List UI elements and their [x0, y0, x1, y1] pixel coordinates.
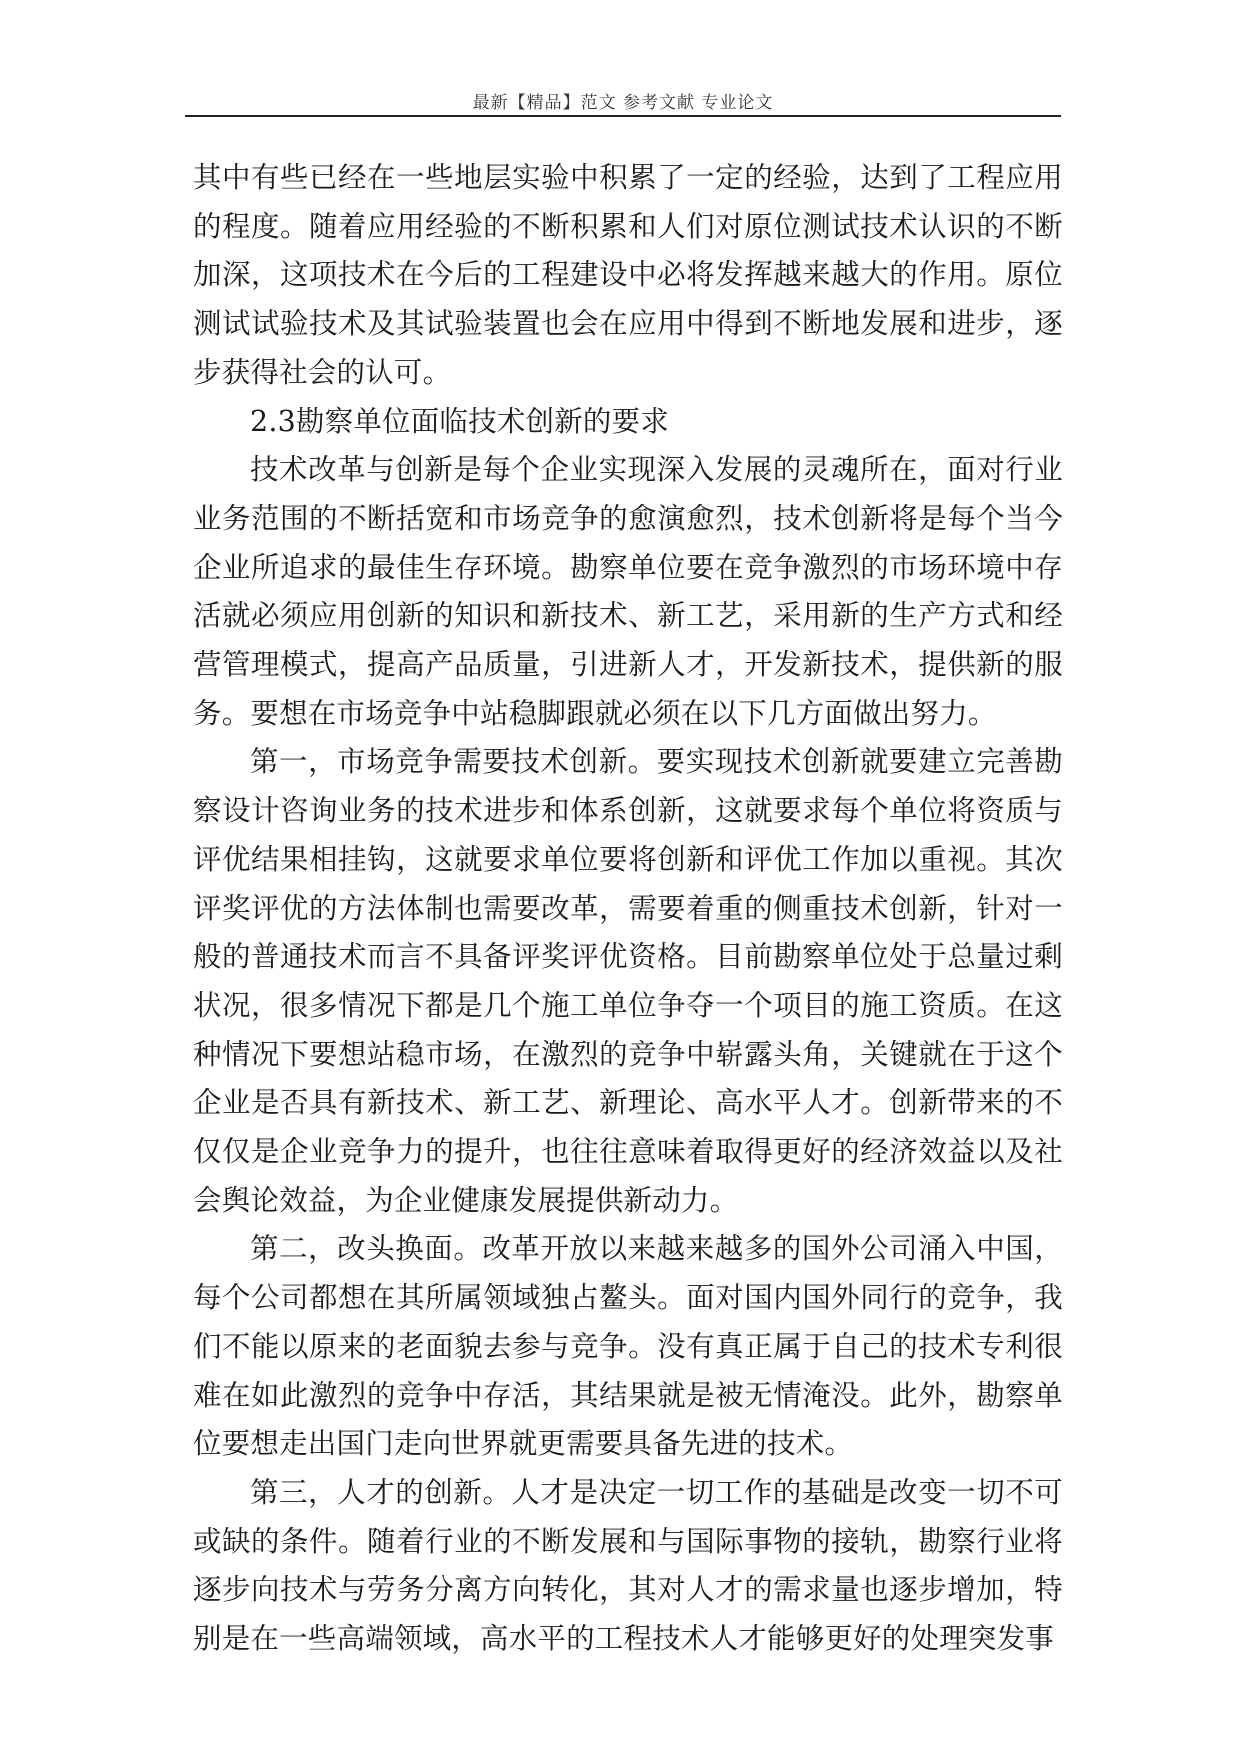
paragraph-continuation: 其中有些已经在一些地层实验中积累了一定的经验，达到了工程应用的程度。随着应用经验的不断积累和人们对原位测试技术认识的不断加深，这项技术在今后的工程建设中必将发挥越来越大的作用。原位测试试验技术及其试验装置也会在应用中得到不断地发展和进步，逐步获得社会的认可。 [193, 161, 1063, 389]
paragraph: 第二，改头换面。改革开放以来越来越多的国外公司涌入中国，每个公司都想在其所属领域独占鳌头。面对国内国外同行的竞争，我们不能以原来的老面貌去参与竞争。没有真正属于自己的技术专利很难在如此激烈的竞争中存活，其结果就是被无情淹没。此外，勘察单位要想走出国门走向世界就更需要具备先进的技术。 [193, 1232, 1063, 1461]
document-body [193, 154, 1063, 1664]
paragraph: 第一，市场竞争需要技术创新。要实现技术创新就要建立完善勘察设计咨询业务的技术进步和体系创新，这就要求每个单位将资质与评优结果相挂钩，这就要求单位要将创新和评优工作加以重视。其次评奖评优的方法体制也需要改革，需要着重的侧重技术创新，针对一般的普通技术而言不具备评奖评优资格。目前勘察单位处于总量过剩状况，很多情况下都是几个施工单位争夺一个项目的施工资质。在这种情况下要想站稳市场，在激烈的竞争中崭露头角，关键就在于这个企业是否具有新技术、新工艺、新理论、高水平人才。创新带来的不仅仅是企业竞争力的提升，也往往意味着取得更好的经济效益以及社会舆论效益，为企业健康发展提供新动力。 [193, 745, 1063, 1217]
section-heading: 2.3勘察单位面临技术创新的要求 [250, 404, 670, 438]
header-divider [185, 115, 1061, 117]
page-header: 最新【精品】范文 参考文献 专业论文 [472, 93, 774, 113]
paragraph: 技术改革与创新是每个企业实现深入发展的灵魂所在，面对行业业务范围的不断括宽和市场竞争的愈演愈烈，技术创新将是每个当今企业所追求的最佳生存环境。勘察单位要在竞争激烈的市场环境中存活就必须应用创新的知识和新技术、新工艺，采用新的生产方式和经营管理模式，提高产品质量，引进新人才，开发新技术，提供新的服务。要想在市场竞争中站稳脚跟就必须在以下几方面做出努力。 [193, 453, 1063, 730]
paragraph: 第三，人才的创新。人才是决定一切工作的基础是改变一切不可或缺的条件。随着行业的不断发展和与国际事物的接轨，勘察行业将逐步向技术与劳务分离方向转化，其对人才的需求量也逐步增加，特别是在一些高端领域，高水平的工程技术人才能够更好的处理突发事 [193, 1475, 1063, 1656]
